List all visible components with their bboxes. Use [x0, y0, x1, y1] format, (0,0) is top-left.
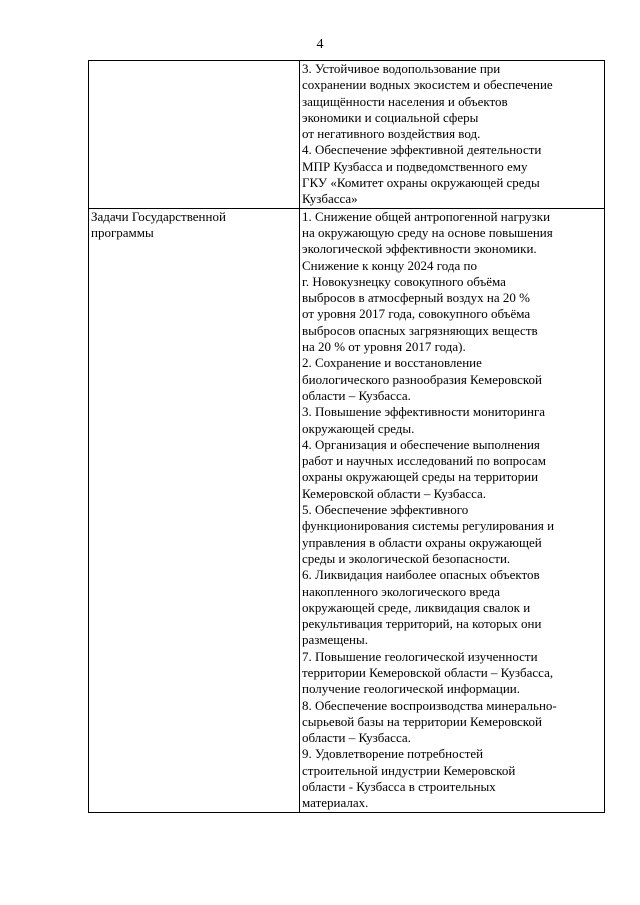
text-line: окружающей среды. — [302, 420, 415, 436]
page-number: 4 — [316, 37, 324, 52]
text-line: экономики и социальной сферы — [302, 109, 479, 125]
text-line: программы — [91, 224, 154, 240]
text-line: Кузбасса» — [302, 191, 358, 207]
text-line: Снижение к концу 2024 года по — [302, 257, 477, 273]
text-line: области – Кузбасса. — [302, 730, 411, 746]
text-line: работ и научных исследований по вопросам — [302, 453, 546, 469]
text-line: области – Кузбасса. — [302, 387, 411, 403]
text-line: 7. Повышение геологической изученности — [302, 648, 538, 664]
text-line: среды и экологической безопасности. — [302, 550, 511, 566]
text-line: окружающей среде, ликвидация свалок и — [302, 599, 531, 615]
text-line: сырьевой базы на территории Кемеровской — [302, 713, 542, 729]
text-line: 6. Ликвидация наиболее опасных объектов — [302, 567, 540, 583]
text-line: ГКУ «Комитет охраны окружающей среды — [302, 175, 540, 191]
text-line: экологической эффективности экономики. — [302, 241, 537, 257]
text-line: управления в области охраны окружающей — [302, 534, 542, 550]
text-line: на 20 % от уровня 2017 года). — [302, 339, 466, 355]
text-line: от уровня 2017 года, совокупного объёма — [302, 306, 531, 322]
row-content-cell — [300, 61, 605, 209]
text-line: Задачи Государственной — [91, 208, 226, 224]
table-row — [89, 208, 605, 812]
text-line: 9. Удовлетворение потребностей — [302, 746, 484, 762]
text-line: охраны окружающей среды на территории — [302, 469, 539, 485]
row-content-cell — [300, 208, 605, 812]
text-line: строительной индустрии Кемеровской — [302, 762, 516, 778]
text-line: 5. Обеспечение эффективного — [302, 502, 469, 518]
text-line: материалах. — [302, 795, 369, 811]
text-line: 2. Сохранение и восстановление — [302, 355, 482, 371]
text-line: территории Кемеровской области – Кузбасса, — [302, 664, 554, 680]
text-line: размещены. — [302, 632, 368, 648]
program-table — [88, 60, 605, 813]
text-line: выбросов в атмосферный воздух на 20 % — [302, 290, 530, 306]
text-line: от негативного воздействия вод. — [302, 126, 481, 142]
text-line: области - Кузбасса в строительных — [302, 779, 496, 795]
text-line: накопленного экологического вреда — [302, 583, 501, 599]
text-line: защищённости населения и объектов — [302, 93, 508, 109]
text-line: МПР Кузбасса и подведомственного ему — [302, 158, 528, 174]
text-line: 3. Повышение эффективности мониторинга — [302, 404, 546, 420]
table-row — [89, 61, 605, 209]
text-line: функционирования системы регулирования и — [302, 518, 555, 534]
text-line: 1. Снижение общей антропогенной нагрузки — [302, 208, 551, 224]
text-line: рекультивация территорий, на которых они — [302, 616, 542, 632]
text-line: на окружающую среду на основе повышения — [302, 224, 553, 240]
text-line: получение геологической информации. — [302, 681, 520, 697]
row-label-cell — [89, 61, 300, 209]
text-line: Кемеровской области – Кузбасса. — [302, 485, 487, 501]
text-line: выбросов опасных загрязняющих веществ — [302, 322, 538, 338]
text-line: 3. Устойчивое водопользование при — [302, 61, 501, 76]
text-line: 4. Обеспечение эффективной деятельности — [302, 142, 542, 158]
text-line: биологического разнообразия Кемеровской — [302, 371, 542, 387]
text-line: сохранении водных экосистем и обеспечение — [302, 77, 553, 93]
text-line: 4. Организация и обеспечение выполнения — [302, 436, 540, 452]
row-label-cell — [89, 208, 300, 812]
text-line: г. Новокузнецку совокупного объёма — [302, 273, 506, 289]
text-line: 8. Обеспечение воспроизводства минерально- — [302, 697, 557, 713]
